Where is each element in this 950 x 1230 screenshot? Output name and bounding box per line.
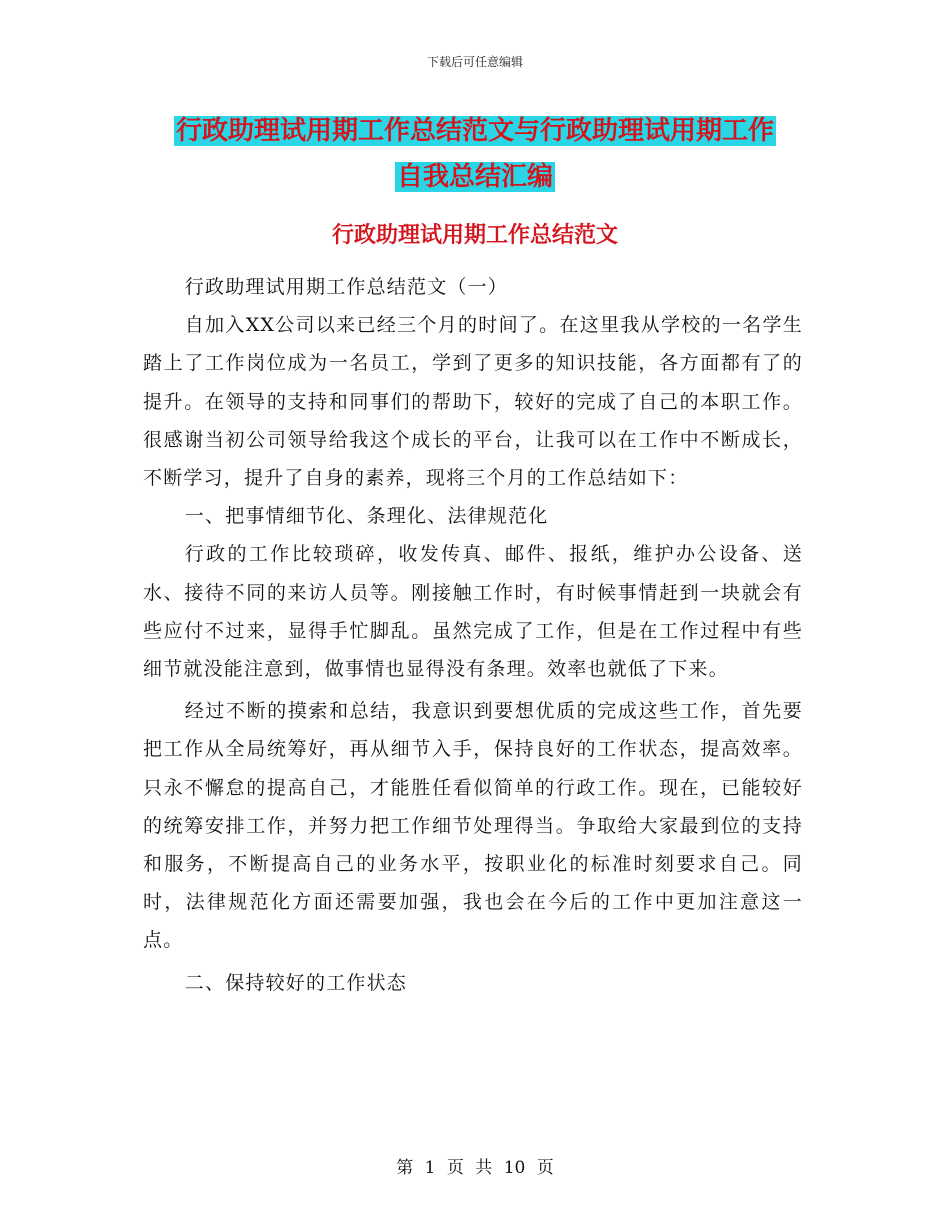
paragraph-heading-2: 二、保持较好的工作状态 [184, 971, 407, 994]
title-line-2: 自我总结汇编 [396, 162, 553, 192]
document-title [0, 108, 950, 200]
title-line-1: 行政助理试用期工作总结范文与行政助理试用期工作 [175, 116, 774, 146]
paragraph-subtitle: 行政助理试用期工作总结范文（一） [184, 276, 508, 298]
document-body [143, 268, 803, 1002]
page-header-note: 下载后可任意编辑 [426, 55, 523, 69]
paragraph-body-2: 经过不断的摸索和总结，我意识到要想优质的完成这些工作，首先要把工作从全局统筹好，再从细节入手，保持良好的工作状态，提高效率。只永不懈怠的提高自己，才能胜任看似简单的行政工作。现在，已能较好的统筹安排工作，并努力把工作细节处理得当。争取给大家最到位的支持和服务，不断提高自己的业务水平，按职业化的标准时刻要求自己。同时，法律规范化方面还需要加强，我也会在今后的工作中更加注意这一点。 [143, 700, 803, 952]
paragraph-intro: 自加入XX公司以来已经三个月的时间了。在这里我从学校的一名学生踏上了工作岗位成为一名员工，学到了更多的知识技能，各方面都有了的提升。在领导的支持和同事们的帮助下，较好的完成了自己的本职工作。很感谢当初公司领导给我这个成长的平台，让我可以在工作中不断成长，不断学习，提升了自身的素养，现将三个月的工作总结如下： [143, 314, 803, 490]
section-title: 行政助理试用期工作总结范文 [331, 223, 618, 248]
paragraph-body-1: 行政的工作比较琐碎，收发传真、邮件、报纸，维护办公设备、送水、接待不同的来访人员等。刚接触工作时，有时候事情赶到一块就会有些应付不过来，显得手忙脚乱。虽然完成了工作，但是在工作过程中有些细节就没能注意到，做事情也显得没有条理。效率也就低了下来。 [143, 543, 803, 681]
paragraph-heading-1: 一、把事情细节化、条理化、法律规范化 [184, 505, 549, 528]
page-footer: 第 1 页 共 10 页 [396, 1158, 554, 1178]
